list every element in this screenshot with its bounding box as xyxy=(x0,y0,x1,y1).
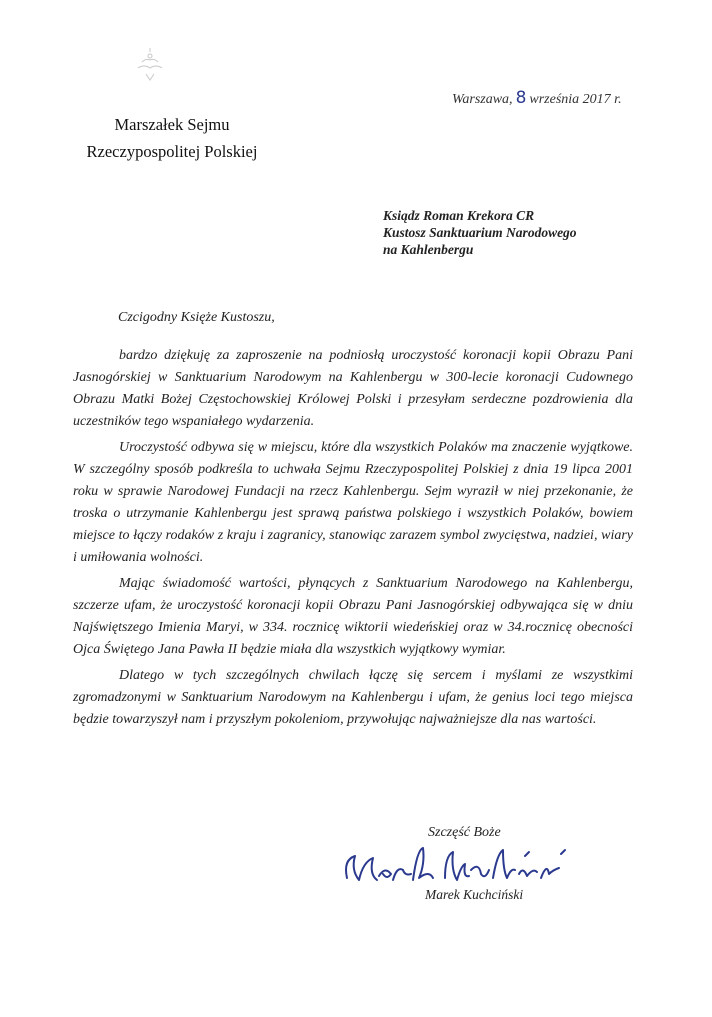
body-paragraph: Mając świadomość wartości, płynących z Sanktuarium Narodowego na Kahlenbergu, szczerze ufam, że uroczystość koronacji kopii Obrazu Pani Jasnogórskiej odbywająca się w dniu Najświętszego Imienia Maryi, w 334. rocznicę wiktorii wiedeńskiej oraz w 34.rocznicę obecności Ojca Świętego Jana Pawła II będzie miała dla wszystkich wyjątkowy wymiar. xyxy=(73,576,633,657)
header-title-line2: Rzeczypospolitej Polskiej xyxy=(86,142,258,161)
date-rest: września 2017 r. xyxy=(529,92,622,107)
signer-name: Marek Kuchciński xyxy=(425,887,524,902)
eagle-emblem-icon xyxy=(128,42,172,86)
recipient-line: Kustosz Sanktuarium Narodowego xyxy=(383,225,577,240)
recipient-line: Ksiądz Roman Krekora CR xyxy=(383,208,535,223)
recipient-line: na Kahlenbergu xyxy=(383,242,474,257)
closing-phrase: Szczęść Boże xyxy=(428,825,501,840)
date-day: 8 xyxy=(515,88,527,108)
body-paragraph: bardzo dziękuję za zaproszenie na podniosłą uroczystość koronacji kopii Obrazu Pani Jasnogórskiej w Sanktuarium Narodowym na Kahlenbergu w 300-lecie koronacji Cudownego Obrazu Matki Bożej Częstochowskiej Królowej Polski i przesyłam serdeczne pozdrowienia dla uczestników tego wspaniałego wydarzenia. xyxy=(73,348,633,429)
recipient-block xyxy=(383,207,577,258)
letter-body xyxy=(73,345,633,735)
date-city: Warszawa, xyxy=(452,92,513,107)
body-paragraph: Dlatego w tych szczególnych chwilach łączę się sercem i myślami ze wszystkimi zgromadzonymi w Sanktuarium Narodowym na Kahlenbergu i ufam, że genius loci tego miejsca będzie towarzyszył nam i przyszłym pokoleniom, przywołując najważniejsze dla nas wartości. xyxy=(73,668,633,727)
body-paragraph: Uroczystość odbywa się w miejscu, które dla wszystkich Polaków ma znaczenie wyjątkowe. W szczególny sposób podkreśla to uchwała Sejmu Rzeczypospolitej Polskiej z dnia 19 lipca 2001 roku w sprawie Narodowej Fundacji na rzecz Kahlenbergu. Sejm wyraził w niej przekonanie, że troska o utrzymanie Kahlenbergu jest sprawą państwa polskiego i wszystkich Polaków, bowiem miejsce to łączy rodaków z kraju i zagranicy, stanowiąc zarazem symbol zwycięstwa, nadziei, wiary i umiłowania wolności. xyxy=(73,440,633,565)
header-title-line1: Marszałek Sejmu xyxy=(114,115,230,134)
letter-date xyxy=(452,88,622,108)
greeting: Czcigodny Księże Kustoszu, xyxy=(118,310,275,325)
